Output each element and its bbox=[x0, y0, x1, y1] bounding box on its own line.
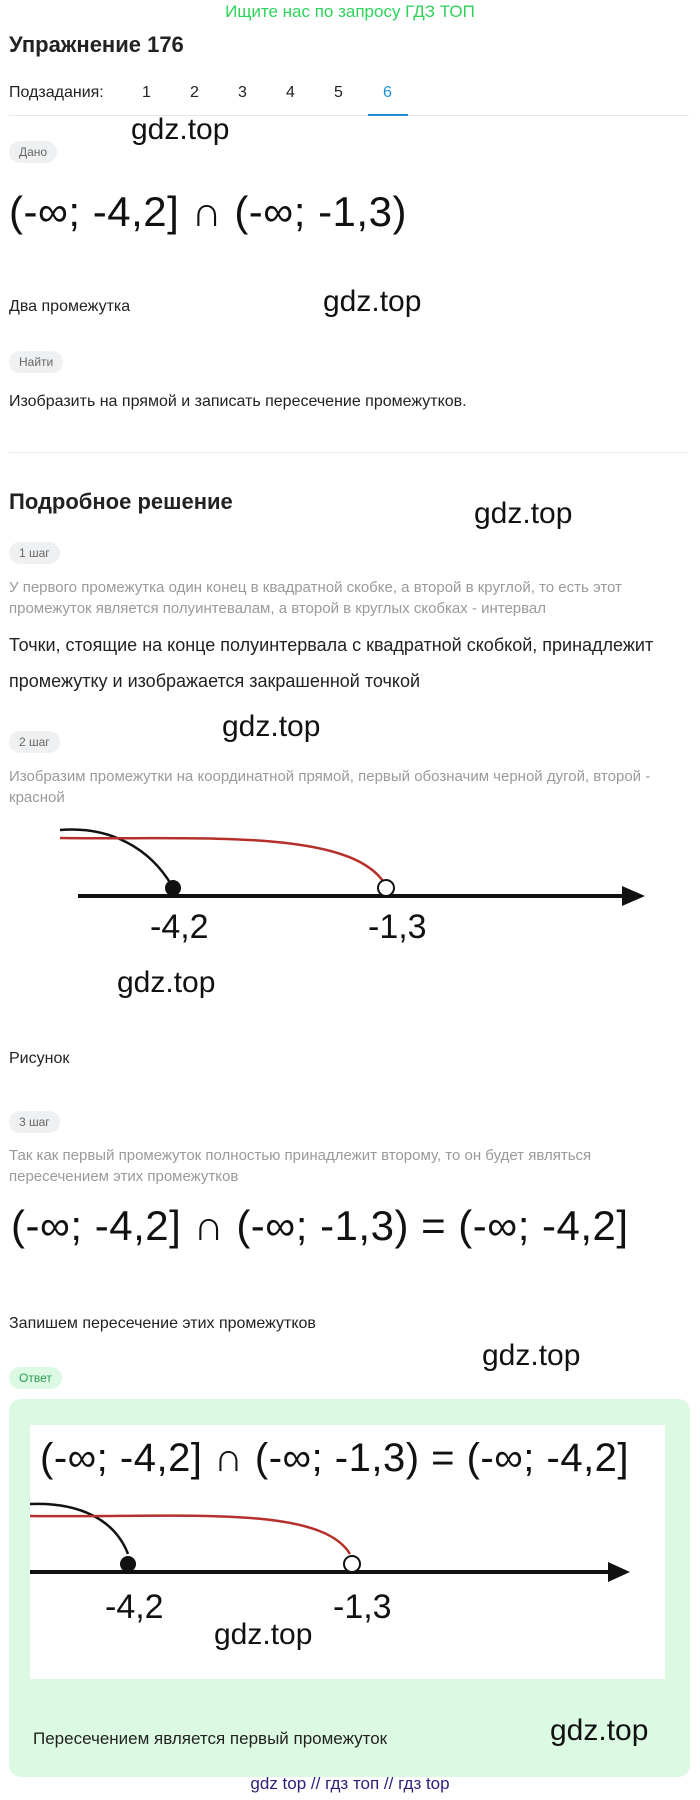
tab-subtask-5[interactable]: 5 bbox=[334, 84, 343, 101]
filled-point bbox=[120, 1556, 136, 1572]
axis-arrow bbox=[608, 1562, 630, 1582]
footer-links[interactable]: gdz top // гдз топ // гдз top bbox=[250, 1774, 450, 1793]
watermark: gdz.top bbox=[214, 1618, 313, 1651]
step-1-badge: 1 шаг bbox=[9, 542, 60, 564]
answer-number-line bbox=[30, 1490, 665, 1650]
answer-caption: Пересечением является первый промежуток bbox=[33, 1729, 388, 1748]
answer-expression: (-∞; -4,2] ∩ (-∞; -1,3) = (-∞; -4,2] bbox=[40, 1436, 630, 1480]
watermark: gdz.top bbox=[117, 966, 216, 999]
point-label-a: -4,2 bbox=[105, 1588, 164, 1626]
given-description: Два промежутка bbox=[9, 298, 131, 315]
watermark: gdz.top bbox=[222, 710, 321, 743]
red-arc bbox=[30, 1516, 350, 1554]
solution-title: Подробное решение bbox=[9, 489, 233, 514]
tab-subtask-4[interactable]: 4 bbox=[286, 84, 295, 101]
open-point bbox=[378, 880, 394, 896]
tabs-divider bbox=[9, 115, 689, 116]
step-3-expression: (-∞; -4,2] ∩ (-∞; -1,3) = (-∞; -4,2] bbox=[11, 1202, 629, 1249]
black-arc bbox=[30, 1504, 128, 1554]
step-3-note: Так как первый промежуток полностью принадлежит второму, то он будет являться пересечением этих промежутков bbox=[9, 1147, 592, 1185]
number-line-figure bbox=[50, 818, 650, 978]
watermark: gdz.top bbox=[482, 1339, 581, 1372]
step-1-text: Точки, стоящие на конце полуинтервала с квадратной скобкой, принадлежит промежутку и изображается закрашенной точкой bbox=[9, 635, 654, 691]
point-label-a: -4,2 bbox=[150, 908, 209, 946]
point-label-b: -1,3 bbox=[333, 1588, 392, 1626]
answer-badge: Ответ bbox=[9, 1367, 62, 1389]
tab-subtask-2[interactable]: 2 bbox=[190, 84, 199, 101]
point-label-b: -1,3 bbox=[368, 908, 427, 946]
step-3-text: Запишем пересечение этих промежутков bbox=[9, 1315, 316, 1332]
red-arc bbox=[60, 838, 385, 884]
active-tab-indicator bbox=[368, 114, 408, 116]
step-1-note: У первого промежутка один конец в квадратной скобке, а второй в круглой, то есть этот промежуток является полуинтевалам, а второй в круглых скобках - интервал bbox=[9, 579, 622, 617]
find-badge: Найти bbox=[9, 351, 63, 373]
section-divider bbox=[9, 452, 689, 453]
tab-subtask-3[interactable]: 3 bbox=[238, 84, 247, 101]
step-2-badge: 2 шаг bbox=[9, 731, 60, 753]
filled-point bbox=[165, 880, 181, 896]
watermark: gdz.top bbox=[323, 285, 422, 318]
given-badge: Дано bbox=[9, 141, 57, 163]
find-description: Изобразить на прямой и записать пересечение промежутков. bbox=[9, 393, 467, 410]
step-2-caption: Рисунок bbox=[9, 1050, 70, 1067]
open-point bbox=[344, 1556, 360, 1572]
page-title: Упражнение 176 bbox=[9, 32, 184, 57]
tab-subtask-6[interactable]: 6 bbox=[383, 84, 392, 101]
given-expression: (-∞; -4,2] ∩ (-∞; -1,3) bbox=[9, 188, 407, 235]
search-promo-banner: Ищите нас по запросу ГДЗ ТОП bbox=[225, 2, 475, 21]
step-3-badge: 3 шаг bbox=[9, 1111, 60, 1133]
watermark: gdz.top bbox=[550, 1714, 649, 1747]
axis-arrow bbox=[622, 886, 645, 906]
watermark: gdz.top bbox=[131, 113, 230, 146]
subtasks-label: Подзадания: bbox=[9, 84, 104, 101]
watermark: gdz.top bbox=[474, 497, 573, 530]
step-2-note: Изобразим промежутки на координатной прямой, первый обозначим черной дугой, второй - красной bbox=[9, 768, 651, 806]
tab-subtask-1[interactable]: 1 bbox=[142, 84, 151, 101]
